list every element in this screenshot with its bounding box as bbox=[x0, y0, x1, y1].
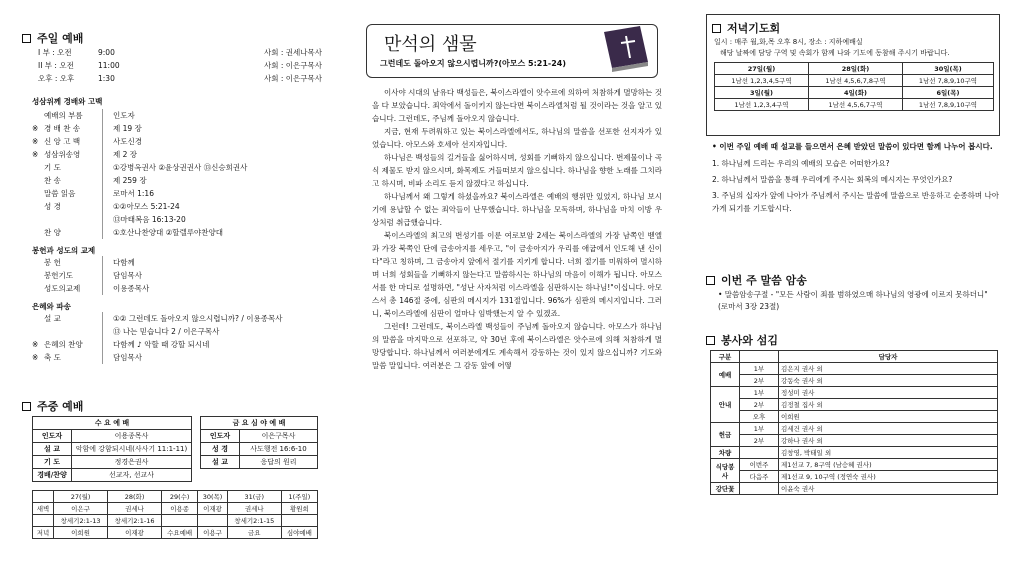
dawn-row: 27(월) 28(화) 29(수) 30(목) 31(금) 1(주일) bbox=[33, 491, 318, 503]
order-value: 다함께 ♪ 악할 때 강할 되시네 bbox=[113, 340, 210, 349]
order-mark bbox=[32, 174, 44, 187]
dawn-row: 새벽 이은구 권세나 이용종 이재광 권세나 황원희 bbox=[33, 503, 318, 515]
order-mark bbox=[32, 269, 44, 282]
service-row: 차량 김창영, 박태일 외 bbox=[711, 447, 998, 459]
service-header-row: 구분 담당자 bbox=[711, 351, 998, 363]
service-table bbox=[710, 350, 998, 495]
order-item bbox=[32, 200, 322, 213]
order-mark bbox=[32, 213, 44, 226]
service-row: 2부 강하나 권사 외 bbox=[711, 435, 998, 447]
dawn-row: 저녁 이희원 이재광 수요예배 이용구 금요 심야예배 bbox=[33, 527, 318, 539]
order-value: ⑬마태복음 16:13-20 bbox=[113, 215, 186, 224]
order-subtitle-2: 봉헌과 성도의 교제 bbox=[32, 246, 96, 255]
order-item bbox=[32, 122, 322, 135]
order-name: 찬 양 bbox=[44, 228, 61, 237]
order-value: ①② 그런데도 돌아오지 않으시렵니까? / 이용종목사 bbox=[113, 314, 283, 323]
memory-verse-text: • 말씀암송구절 - "모든 사람이 죄를 범하였으매 하나님의 영광에 이르지 못하더니" (로마서 3장 23절) bbox=[718, 290, 988, 311]
order-item bbox=[32, 161, 322, 174]
sermon-paragraph: 지금, 현재 두려워하고 있는 북이스라엘에서도, 하나님의 말씀을 선포한 선지자가 있었습니다. 아모스와 호세아 선지자입니다. bbox=[372, 127, 662, 149]
service-row: 식당봉사 이번주 제1선교 7, 8구역 (남승혜 권사) bbox=[711, 459, 998, 471]
service-row: 2부 김정철 집사 외 bbox=[711, 399, 998, 411]
order-mark bbox=[32, 325, 44, 338]
order-item bbox=[32, 148, 322, 161]
sermon-subtitle: 그런데도 돌아오지 않으시렵니까?(아모스 5:21-24) bbox=[380, 59, 567, 68]
kv-row: 설 교 악함에 강함되시네(사사기 11:1-11) bbox=[33, 443, 192, 456]
bible-icon bbox=[594, 22, 654, 74]
order-item bbox=[32, 312, 322, 325]
memory-verse-title: 이번 주 말씀 암송 bbox=[706, 272, 807, 288]
wednesday-title: 수 요 예 배 bbox=[33, 417, 192, 430]
square-bullet-icon bbox=[22, 402, 31, 411]
prayer-group-row: 1남선 1,2,3,4구역 1남선 4,5,6,7구역 1남선 7,8,9,10구역 bbox=[715, 99, 994, 111]
order-value: 제 19 장 bbox=[113, 124, 142, 133]
order-mark: ※ bbox=[32, 137, 39, 146]
square-bullet-icon bbox=[22, 34, 31, 43]
dawn-schedule-table bbox=[32, 490, 318, 539]
square-bullet-icon bbox=[706, 336, 715, 345]
order-name: 경 배 찬 송 bbox=[44, 124, 81, 133]
order-value: ⑬ 나는 믿습니다 2 / 이은구목사 bbox=[113, 327, 220, 336]
order-item bbox=[32, 325, 322, 338]
center-column bbox=[366, 0, 666, 566]
service-times: I 부 : 오전 9:00 사회 : 권세나목사 II 부 : 오전 11:00 사회 : 이은구목사 오후 : 오후 1:30 사회 : 이은구목사 bbox=[38, 48, 322, 83]
order-subtitle-3: 은혜와 파송 bbox=[32, 302, 71, 311]
service-row: 오후 이희원 bbox=[711, 411, 998, 423]
evening-prayer-title: 저녁기도회 bbox=[712, 20, 780, 36]
order-name: 성도의교제 bbox=[44, 284, 81, 293]
order-item bbox=[32, 135, 322, 148]
kv-row: 인도자 이은구목사 bbox=[201, 430, 318, 443]
weekday-worship-title: 주중 예배 bbox=[22, 398, 83, 414]
service-row: 안내 1부 정성미 권사 bbox=[711, 387, 998, 399]
order-mark bbox=[32, 312, 44, 325]
evening-prayer-table bbox=[714, 62, 994, 111]
friday-title: 금 요 심 야 예 배 bbox=[201, 417, 318, 430]
sermon-header: 만석의 샘물 bbox=[384, 34, 477, 55]
order-name: 봉헌기도 bbox=[44, 271, 73, 280]
order-item bbox=[32, 282, 322, 295]
order-of-worship bbox=[32, 96, 322, 364]
order-mark: ※ bbox=[32, 340, 39, 349]
order-value: 사도신경 bbox=[113, 137, 142, 146]
service-row: 2부 강동숙 권사 외 bbox=[711, 375, 998, 387]
order-mark bbox=[32, 161, 44, 174]
order-name: 기 도 bbox=[44, 163, 61, 172]
order-item bbox=[32, 226, 322, 239]
order-value: ①②아모스 5:21-24 bbox=[113, 202, 180, 211]
application-item: 3. 주님의 십자가 앞에 나아가 주님께서 주시는 말씀에 말씀으로 반응하고 순종하며 나아가게 되기를 기도합시다. bbox=[712, 191, 999, 213]
order-item bbox=[32, 187, 322, 200]
order-mark bbox=[32, 200, 44, 213]
order-name: 찬 송 bbox=[44, 176, 61, 185]
order-name: 예배의 부름 bbox=[44, 111, 83, 120]
order-item bbox=[32, 351, 322, 364]
right-column bbox=[706, 0, 1006, 566]
order-value: 제 2 장 bbox=[113, 150, 138, 159]
order-subtitle: 성삼위께 경배와 고백 bbox=[32, 97, 103, 106]
order-mark bbox=[32, 282, 44, 295]
order-mark: ※ bbox=[32, 124, 39, 133]
wednesday-table bbox=[32, 416, 192, 482]
kv-row: 성 경 사도행전 16:6-10 bbox=[201, 443, 318, 456]
order-value: 이용종목사 bbox=[113, 284, 150, 293]
prayer-day-row: 3일(월) 4일(화) 6일(목) bbox=[715, 87, 994, 99]
order-name: 말씀 읽음 bbox=[44, 189, 76, 198]
evening-prayer-info-2: 해당 날짜에 담당 구역 및 속회가 함께 나와 기도에 동참해 주시기 바랍니다. bbox=[720, 49, 950, 57]
order-value: 다함께 bbox=[113, 258, 135, 267]
order-value: ①호산나찬양대 ②할렐루야찬양대 bbox=[113, 228, 224, 237]
application-section bbox=[712, 140, 1002, 218]
order-mark bbox=[32, 187, 44, 200]
square-bullet-icon bbox=[712, 24, 721, 33]
kv-row: 인도자 이용종목사 bbox=[33, 430, 192, 443]
sermon-paragraph: 북이스라엘의 최고의 번성기를 이룬 여로보암 2세는 북이스라엘의 가장 남쪽인 벧엘과 가장 북쪽인 단에 금송아지를 세우고, "이 금송아지가 우리를 애굽에서 인도해 낸 신이다"라고 칭하며, 그 금송아지 앞에서 절기를 지키게 합니다. 너희 절기를 미워하여 멸시하며 너희 성회들을 기뻐하지 않는다고 말씀하시는 하나님의 마음이 이해가 됩니다. 아모스서를 한 마디로 설명하면, "성난 사자처럼 이스라엘을 심판하시는 하나님!"이십니다. 아모스서 총 146절 중에, 심판의 메시지가 131절입니다. 96%가 심판의 메시지입니다. 그러니, 북이스라엘에 심판이 얼마나 임박했는지 알 수 있겠죠. bbox=[372, 231, 662, 318]
dawn-row: 창세기2:1-13 창세기2:1-16 창세기2:1-15 bbox=[33, 515, 318, 527]
order-name: 축 도 bbox=[44, 353, 61, 362]
order-value: 담임목사 bbox=[113, 271, 142, 280]
order-name bbox=[44, 325, 102, 338]
sermon-body bbox=[372, 86, 662, 372]
service-title: 봉사와 섬김 bbox=[706, 332, 778, 348]
order-item bbox=[32, 256, 322, 269]
service-row: 예배 1부 김은지 권사 외 bbox=[711, 363, 998, 375]
order-name bbox=[44, 213, 102, 226]
order-mark bbox=[32, 256, 44, 269]
kv-row: 기 도 정경은권사 bbox=[33, 456, 192, 469]
order-item bbox=[32, 338, 322, 351]
sermon-paragraph: 하나님은 백성들의 길거들을 싫어하시며, 성회를 기뻐하지 않으십니다. 번제물이나 곡식 제물도 받지 않으시며, 화목제도 거들떠보지 않으십니다. 하나님을 향한 노래를 그치라고 하시며, 비파 소리도 듣지 않겠다고 하십니다. bbox=[372, 153, 662, 188]
order-name: 성 경 bbox=[44, 202, 61, 211]
sermon-paragraph: 하나님께서 왜 그렇게 하셨을까요? 북이스라엘은 예배의 행위만 있었지, 하나님 보시기에 용납할 수 없는 죄악들이 난무했습니다. 하나님을 모독하며, 하나님을 마치 이방 우상처럼 취급했습니다. bbox=[372, 192, 662, 227]
order-mark: ※ bbox=[32, 150, 39, 159]
order-item bbox=[32, 109, 322, 122]
sermon-paragraph: 그런데! 그런데도, 북이스라엘 백성들이 주님께 돌아오지 않습니다. 아모스가 하나님의 말씀을 마지막으로 선포하고, 약 30년 후에 북이스라엘은 앗수르에 의해 처참하게 멸망당합니다. 하나님께서 여러분에게도 계속해서 강동하는 것이 있지 않으십니까? 기도와 말씀 말입니다. 여러분은 그 감동 앞에 어떻 bbox=[372, 322, 662, 370]
sermon-paragraph: 이사야 시대의 남유다 백성들은, 북이스라엘이 앗수르에 의하여 처참하게 멸망하는 것을 다 보았습니다. 죄악에서 돌이키지 않는다면 북이스라엘처럼 될 것이라는 것을 알고 있습니다. 그런데도, 주님께 돌아오지 않습니다. bbox=[372, 88, 662, 123]
order-name: 신 앙 고 백 bbox=[44, 137, 81, 146]
sunday-worship-title: 주일 예배 bbox=[22, 30, 83, 46]
order-name: 설 교 bbox=[44, 314, 61, 323]
order-value: 제 259 장 bbox=[113, 176, 147, 185]
application-item: 1. 하나님께 드리는 우리의 예배의 모습은 어떠한가요? bbox=[712, 159, 890, 168]
order-item bbox=[32, 269, 322, 282]
order-value: 로마서 1:16 bbox=[113, 189, 154, 198]
order-name: 은혜의 찬양 bbox=[44, 340, 83, 349]
evening-prayer-info: 일시 : 매주 월,화,목 오후 8시, 장소 : 지하예배실 bbox=[714, 38, 863, 46]
order-name: 성삼위송영 bbox=[44, 150, 81, 159]
application-lead: • 이번 주일 예배 때 설교를 들으면서 은혜 받았던 말씀이 있다면 함께 나누어 봅시다. bbox=[712, 142, 993, 151]
service-row: 다음주 제1선교 9, 10구역 (정연숙 권사) bbox=[711, 471, 998, 483]
friday-table bbox=[200, 416, 318, 469]
order-value: ①강병옥권사 ②윤상권권사 ⑬신승희권사 bbox=[113, 163, 248, 172]
kv-row: 설 교 응답의 원리 bbox=[201, 456, 318, 469]
application-item: 2. 하나님께서 말씀을 통해 우리에게 주시는 회복의 메시지는 무엇인가요? bbox=[712, 175, 953, 184]
service-row: 헌금 1부 김세건 권사 외 bbox=[711, 423, 998, 435]
left-column bbox=[22, 0, 322, 566]
order-mark bbox=[32, 226, 44, 239]
kv-row: 경배/찬양 선교자, 선교사 bbox=[33, 469, 192, 482]
prayer-group-row: 1남선 1,2,3,4,5구역 1남선 4,5,6,7,8구역 1남선 7,8,9,10구역 bbox=[715, 75, 994, 87]
order-mark: ※ bbox=[32, 353, 39, 362]
service-row: 강단꽃 이윤숙 권사 bbox=[711, 483, 998, 495]
order-value: 인도자 bbox=[113, 111, 135, 120]
prayer-day-row: 27일(월) 28일(화) 30일(목) bbox=[715, 63, 994, 75]
square-bullet-icon bbox=[706, 276, 715, 285]
order-mark bbox=[32, 109, 44, 122]
order-name: 봉 헌 bbox=[44, 258, 61, 267]
order-value: 담임목사 bbox=[113, 353, 142, 362]
order-item bbox=[32, 213, 322, 226]
order-item bbox=[32, 174, 322, 187]
